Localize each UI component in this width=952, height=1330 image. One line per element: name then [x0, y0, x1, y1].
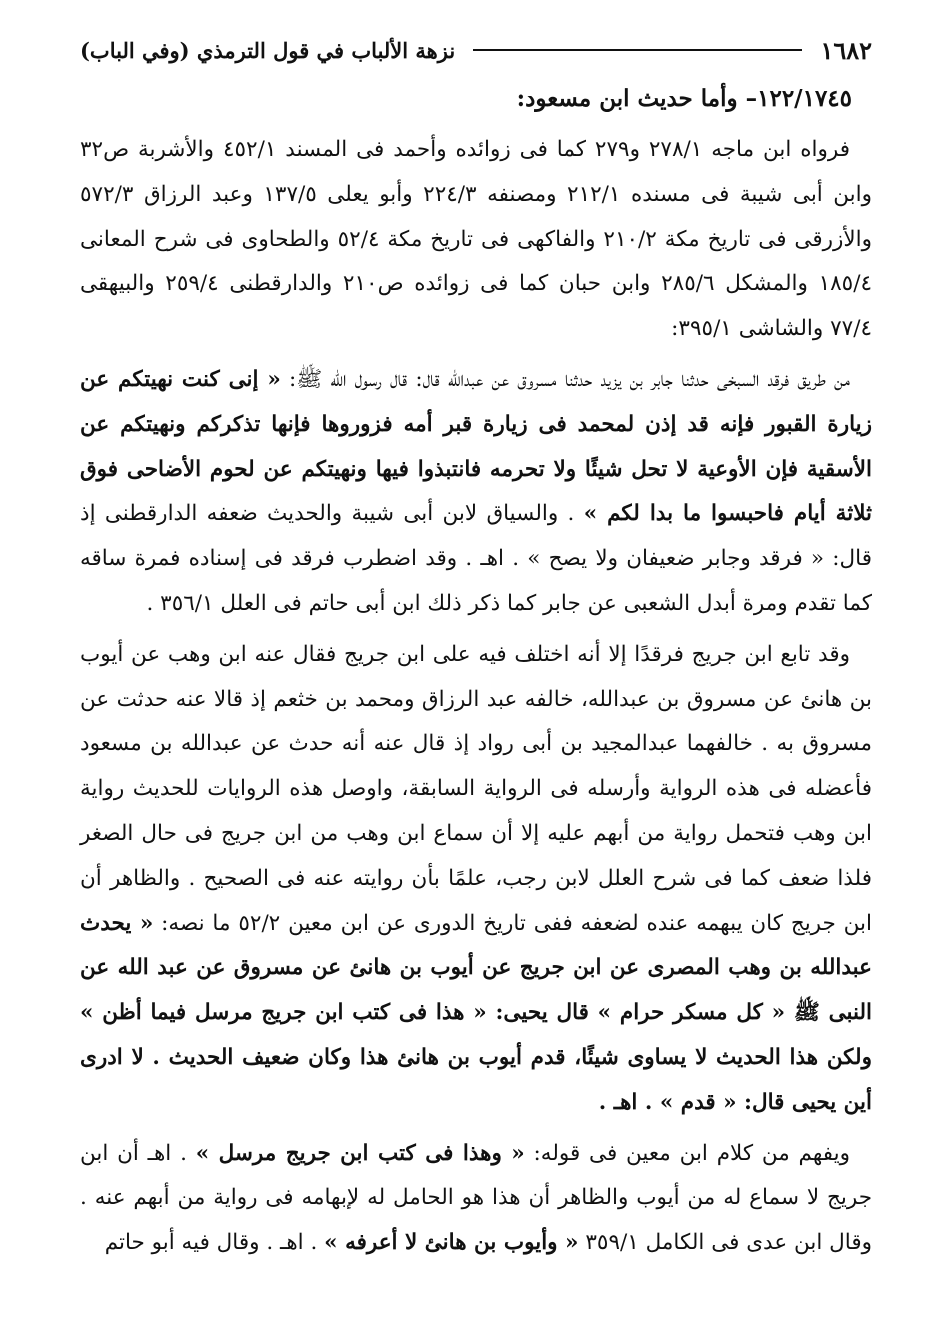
hadith-grading: . والسياق لابن أبى شيبة والحديث ضعفه الدارقطنى إذ قال: « فرقد وجابر ضعيفان ولا يصح » . اهـ . وقد اضطرب فرقد فى إسناده فمرة ساقه كما تقدم ومرة أبدل الشعبى عن جابر كما ذكر ذلك ابن أبى حاتم فى العلل ٣٥٦/١ .	[80, 501, 872, 616]
header-rule	[473, 49, 802, 51]
page-number: ١٦٨٢	[820, 35, 872, 65]
ibn-adi-intro: . اهـ أن ابن جريج لا سماع له من أيوب والظاهر أن هذا هو الحامل له لإبهامه فى رواية من أبهم عنه . وقال ابن عدى فى الكامل ٣٥٩/١	[80, 1140, 872, 1256]
abu-hatim-intro: . اهـ . وقال فيه أبو حاتم	[104, 1230, 325, 1256]
paragraph-sources: فرواه ابن ماجه ٢٧٨/١ و٢٧٩ كما فى زوائده وأحمد فى المسند ٤٥٢/١ والأشربة ص٣٢ وابن أبى شيبة فى مسنده ٢١٢/١ ومصنفه ٢٢٤/٣ وأبو يعلى ١٣٧/٥ وعبد الرزاق ٥٧٢/٣ والأزرقى فى تاريخ مكة ٢١٠/٢ والفاكهى فى تاريخ مكة ٥٢/٤ والطحاوى فى شرح المعانى ١٨٥/٤ والمشكل ٢٨٥/٦ وابن حبان كما فى زوائده ص٢١٠ والدارقطنى ٢٥٩/٤ والبيهقى ٧٧/٤ والشاشى ٣٩٥/١:	[80, 137, 873, 342]
running-header	[80, 28, 872, 72]
hadith-text: « إنى كنت نهيتكم عن زيارة القبور فإنه قد إذن لمحمد فى زيارة قبر أمه فزوروها فإنها تذكركم ونهيتكم عن الأسقية فإن الأوعية لا تحل شيئًا ولا تحرمه فانتبذوا فيها ونهيتكم عن لحوم الأضاحى فوق ثلاثة أيام فاحبسوا ما بدا لكم »	[80, 366, 873, 527]
paragraph-hadith	[80, 358, 872, 627]
ibn-juraij-discussion: وقد تابع ابن جريج فرقدًا إلا أنه اختلف فيه على ابن جريج فقال عنه ابن وهب عن أيوب بن هانئ عن مسروق بن عبدالله، خالفه عبد الرزاق ومحمد بن خثعم إذ قالا عنه حدثت عن مسروق به . خالفهما عبدالمجيد بن أبى رواد إذ قال عنه أنه حدث عن عبدالله بن مسعود فأعضله فى هذه الرواية وأرسله فى الرواية السابقة، واوصل هذه الروايات للحديث رواية ابن وهب فتحمل رواية من أبهم عليه إلا أن سماع ابن وهب من ابن جريج فى حال الصغر فلذا ضعف كما فى شرح العلل لابن رجب، علمًا بأن روايته عنه فى الصحيح . والظاهر أن ابن جريج كان يبهمه عنده لضعفه ففى تاريخ الدورى عن ابن معين ٥٢/٢ ما نصه:	[80, 641, 873, 936]
ibn-adi-quote: « وأيوب بن هانئ لا أعرفه »	[324, 1230, 579, 1256]
book-title: نزهة الألباب في قول الترمذي (وفي الباب)	[80, 37, 456, 63]
hadith-chain: من طريق فرقد السبخى حدثنا جابر بن يزيد حدثنا مسروق عن عبدالله قال: قال رسول الله ﷺ:	[280, 366, 850, 392]
ibn-maeen-quote-2: « وهذا فى كتب ابن جريج مرسل »	[195, 1140, 525, 1166]
paragraph-ibn-juraij	[80, 633, 872, 1126]
ibn-maeen-intro: ويفهم من كلام ابن معين فى قوله:	[524, 1140, 850, 1166]
ibn-maeen-quote: « يحدث عبدالله بن وهب المصرى عن ابن جريج عن أيوب بن هانئ عن مسروق عن عبد الله عن النبى ﷺ « كل مسكر حرام » قال يحيى: « هذا فى كتب ابن جريج مرسل فيما أظن » ولكن هذا الحديث لا يساوى شيئًا، قدم أيوب بن هانئ هذا وكان ضعيف الحديث . لا ادرى أين يحيى قال: « قدم » . اهـ .	[80, 910, 872, 1115]
paragraph-ibn-maeen	[80, 1132, 872, 1266]
section-heading: ١٢٢/١٧٤٥– وأما حديث ابن مسعود:	[516, 85, 852, 112]
